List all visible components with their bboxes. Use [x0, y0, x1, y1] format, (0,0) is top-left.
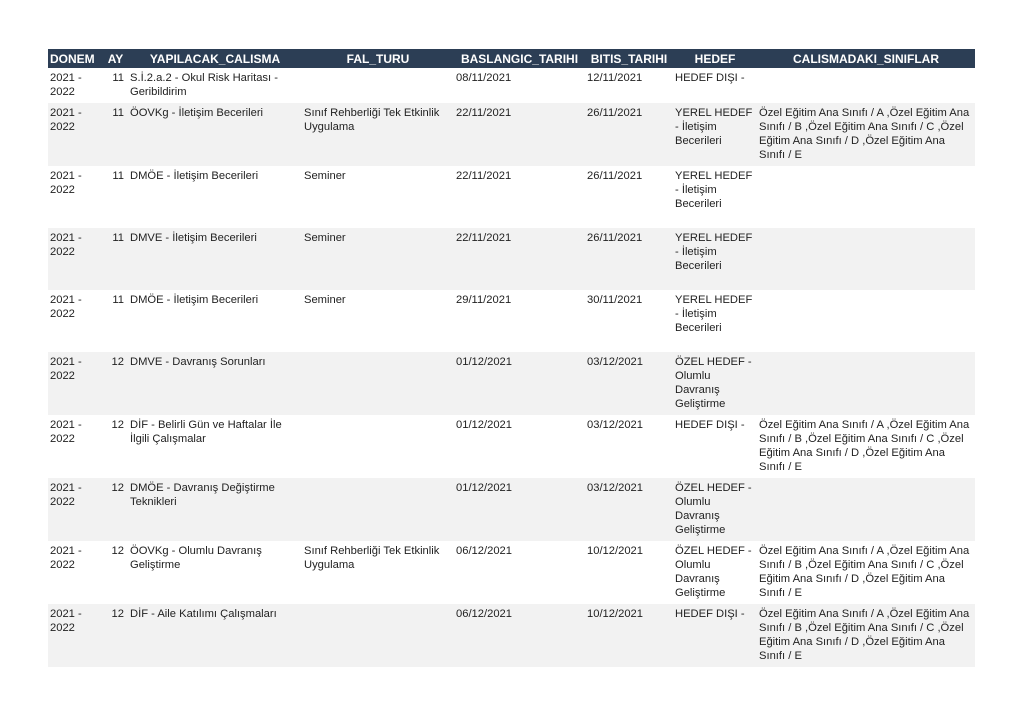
table-row: [48, 478, 975, 541]
cell-baslangic-tarihi: 08/11/2021: [456, 72, 512, 84]
cell-hedef: ÖZEL HEDEF - Olumlu Davranış Geliştirme: [673, 478, 757, 541]
header-ay: AY: [103, 49, 128, 68]
cell-donem: 2021 - 2022: [48, 228, 103, 290]
cell-donem: 2021 - 2022: [48, 478, 103, 541]
cell-calismadaki-siniflar: [757, 166, 975, 228]
cell-fal-turu: Sınıf Rehberliği Tek Etkinlik Uygulama: [302, 103, 454, 166]
cell-baslangic-tarihi: 06/12/2021: [454, 604, 585, 667]
cell-baslangic-tarihi: 22/11/2021: [454, 103, 585, 166]
cell-ay: 12: [103, 478, 128, 541]
cell-donem: 2021 - 2022: [50, 545, 82, 571]
cell-ay: 11: [112, 170, 124, 182]
cell-baslangic-tarihi: 29/11/2021: [456, 294, 512, 306]
cell-yapilacak-calisma: DMVE - İletişim Becerileri: [128, 228, 302, 290]
activity-table: [48, 49, 975, 667]
cell-bitis-tarihi: 03/12/2021: [585, 352, 673, 415]
header-calismadaki-siniflar: CALISMADAKI_SINIFLAR: [757, 49, 975, 68]
cell-bitis-tarihi: 12/11/2021: [587, 72, 643, 84]
cell-calismadaki-siniflar: Özel Eğitim Ana Sınıfı / A ,Özel Eğitim Ana Sınıfı / B ,Özel Eğitim Ana Sınıfı / C ,Özel Eğitim Ana Sınıfı / D ,Özel Eğitim Ana Sınıfı / E: [757, 604, 975, 667]
cell-bitis-tarihi: 10/12/2021: [587, 545, 643, 557]
cell-yapilacak-calisma: ÖOVKg - Olumlu Davranış Geliştirme: [130, 545, 262, 571]
cell-hedef: YEREL HEDEF - İletişim Becerileri: [673, 228, 757, 290]
cell-bitis-tarihi: 03/12/2021: [587, 419, 643, 431]
table-row: [48, 604, 975, 667]
table-row: [48, 103, 975, 166]
cell-baslangic-tarihi: 01/12/2021: [454, 478, 585, 541]
cell-calismadaki-siniflar: Özel Eğitim Ana Sınıfı / A ,Özel Eğitim Ana Sınıfı / B ,Özel Eğitim Ana Sınıfı / C ,Özel Eğitim Ana Sınıfı / D ,Özel Eğitim Ana Sınıfı / E: [759, 545, 970, 599]
cell-baslangic-tarihi: 06/12/2021: [456, 545, 512, 557]
cell-calismadaki-siniflar: [757, 352, 975, 415]
table-row: [48, 541, 975, 604]
cell-hedef: ÖZEL HEDEF - Olumlu Davranış Geliştirme: [675, 545, 752, 599]
cell-yapilacak-calisma: DMÖE - İletişim Becerileri: [130, 170, 259, 182]
cell-fal-turu: Seminer: [304, 170, 346, 182]
cell-ay: 12: [103, 604, 128, 667]
cell-calismadaki-siniflar: [757, 68, 975, 103]
cell-ay: 11: [103, 228, 128, 290]
cell-fal-turu: [302, 68, 454, 103]
cell-baslangic-tarihi: 22/11/2021: [456, 170, 512, 182]
cell-ay: 12: [103, 352, 128, 415]
cell-calismadaki-siniflar: Özel Eğitim Ana Sınıfı / A ,Özel Eğitim Ana Sınıfı / B ,Özel Eğitim Ana Sınıfı / C ,Özel Eğitim Ana Sınıfı / D ,Özel Eğitim Ana Sınıfı / E: [759, 419, 970, 473]
header-donem: DONEM: [48, 49, 103, 68]
cell-baslangic-tarihi: 01/12/2021: [456, 419, 512, 431]
cell-bitis-tarihi: 26/11/2021: [585, 103, 673, 166]
cell-baslangic-tarihi: 01/12/2021: [454, 352, 585, 415]
cell-yapilacak-calisma: DİF - Belirli Gün ve Haftalar İle İlgili Çalışmalar: [130, 419, 282, 445]
cell-hedef: YEREL HEDEF - İletişim Becerileri: [675, 170, 753, 210]
table-row: [48, 352, 975, 415]
cell-hedef: YEREL HEDEF - İletişim Becerileri: [673, 103, 757, 166]
cell-ay: 11: [103, 103, 128, 166]
cell-bitis-tarihi: 30/11/2021: [587, 294, 643, 306]
cell-bitis-tarihi: 03/12/2021: [585, 478, 673, 541]
table-row: [48, 228, 975, 290]
cell-fal-turu: Seminer: [302, 228, 454, 290]
cell-fal-turu: [302, 478, 454, 541]
cell-hedef: HEDEF DIŞI -: [675, 419, 745, 431]
cell-donem: 2021 - 2022: [50, 294, 82, 320]
cell-bitis-tarihi: 26/11/2021: [585, 228, 673, 290]
cell-ay: 12: [111, 545, 124, 557]
cell-calismadaki-siniflar: [757, 478, 975, 541]
header-hedef: HEDEF: [673, 49, 757, 68]
cell-bitis-tarihi: 10/12/2021: [585, 604, 673, 667]
cell-fal-turu: [302, 415, 454, 478]
cell-yapilacak-calisma: S.İ.2.a.2 - Okul Risk Haritası - Geribildirim: [130, 72, 278, 98]
cell-baslangic-tarihi: 22/11/2021: [454, 228, 585, 290]
cell-donem: 2021 - 2022: [48, 352, 103, 415]
cell-yapilacak-calisma: DİF - Aile Katılımı Çalışmaları: [128, 604, 302, 667]
cell-fal-turu: [302, 604, 454, 667]
cell-ay: 11: [112, 72, 124, 84]
cell-fal-turu: Seminer: [304, 294, 346, 306]
cell-hedef: ÖZEL HEDEF - Olumlu Davranış Geliştirme: [673, 352, 757, 415]
table-row: [48, 166, 975, 228]
cell-yapilacak-calisma: ÖOVKg - İletişim Becerileri: [128, 103, 302, 166]
table-row: [48, 68, 975, 103]
cell-hedef: HEDEF DIŞI -: [673, 604, 757, 667]
table-row: [48, 290, 975, 352]
cell-hedef: YEREL HEDEF - İletişim Becerileri: [675, 294, 753, 334]
cell-donem: 2021 - 2022: [50, 170, 82, 196]
cell-fal-turu: [302, 352, 454, 415]
header-fal-turu: FAL_TURU: [302, 49, 454, 68]
header-bitis-tarihi: BITIS_TARIHI: [585, 49, 673, 68]
cell-bitis-tarihi: 26/11/2021: [587, 170, 643, 182]
cell-fal-turu: Sınıf Rehberliği Tek Etkinlik Uygulama: [304, 545, 440, 571]
cell-donem: 2021 - 2022: [48, 103, 103, 166]
cell-hedef: HEDEF DIŞI -: [675, 72, 745, 84]
cell-donem: 2021 - 2022: [50, 419, 82, 445]
table-row: [48, 415, 975, 478]
table-header-row: [48, 49, 975, 68]
cell-donem: 2021 - 2022: [48, 604, 103, 667]
cell-ay: 11: [112, 294, 124, 306]
header-yapilacak-calisma: YAPILACAK_CALISMA: [128, 49, 302, 68]
cell-calismadaki-siniflar: [757, 290, 975, 352]
cell-yapilacak-calisma: DMÖE - İletişim Becerileri: [130, 294, 259, 306]
header-baslangic-tarihi: BASLANGIC_TARIHI: [454, 49, 585, 68]
cell-yapilacak-calisma: DMÖE - Davranış Değiştirme Teknikleri: [128, 478, 302, 541]
cell-ay: 12: [111, 419, 124, 431]
cell-calismadaki-siniflar: [757, 228, 975, 290]
cell-donem: 2021 - 2022: [50, 72, 82, 98]
cell-yapilacak-calisma: DMVE - Davranış Sorunları: [128, 352, 302, 415]
cell-calismadaki-siniflar: Özel Eğitim Ana Sınıfı / A ,Özel Eğitim Ana Sınıfı / B ,Özel Eğitim Ana Sınıfı / C ,Özel Eğitim Ana Sınıfı / D ,Özel Eğitim Ana Sınıfı / E: [757, 103, 975, 166]
